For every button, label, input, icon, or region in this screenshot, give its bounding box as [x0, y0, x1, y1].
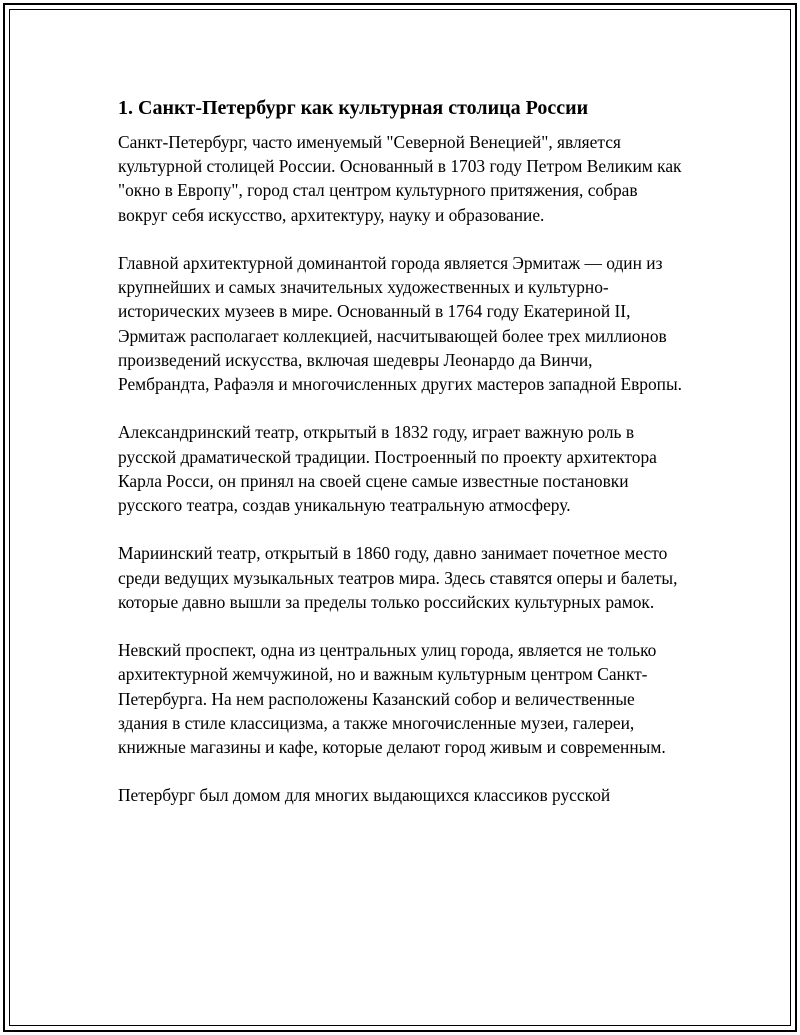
paragraph-mariinsky-theatre: Мариинский театр, открытый в 1860 году, давно занимает почетное место среди ведущих музыкальных театров мира. Здесь ставятся оперы и балеты, которые давно вышли за пределы только российских культурных рамок. — [118, 543, 678, 612]
paragraph-classics: Петербург был домом для многих выдающихся классиков русской — [118, 785, 611, 806]
document-body — [118, 94, 688, 832]
paragraph-intro: Санкт-Петербург, часто именуемый "Северной Венецией", является культурной столицей России. Основанный в 1703 году Петром Великим как "окно в Европу", город стал центром культурного притяжения, собрав вокруг себя искусство, архитектуру, науку и образование. — [118, 132, 682, 225]
paragraph-alexandrinsky-theatre: Александринский театр, открытый в 1832 году, играет важную роль в русской драматической традиции. Построенный по проекту архитектора Карла Росси, он принял на своей сцене самые известные постановки русского театра, создав уникальную театральную атмосферу. — [118, 422, 657, 516]
paragraph-hermitage: Главной архитектурной доминантой города является Эрмитаж — один из крупнейших и самых значительных художественных и культурно-исторических музеев в мире. Основанный в 1764 году Екатериной II, Эрмитаж располагает коллекцией, насчитывающей более трех миллионов произведений искусства, включая шедевры Леонардо да Винчи, Рембрандта, Рафаэля и многочисленных других мастеров западной Европы. — [118, 253, 683, 395]
paragraph-nevsky-prospect: Невский проспект, одна из центральных улиц города, является не только архитектурной жемчужиной, но и важным культурным центром Санкт-Петербурга. На нем расположены Казанский собор и величественные здания в стиле классицизма, а также многочисленные музеи, галереи, книжные магазины и кафе, которые делают город живым и современным. — [118, 640, 666, 758]
section-heading: 1. Санкт-Петербург как культурная столица России — [118, 97, 589, 119]
